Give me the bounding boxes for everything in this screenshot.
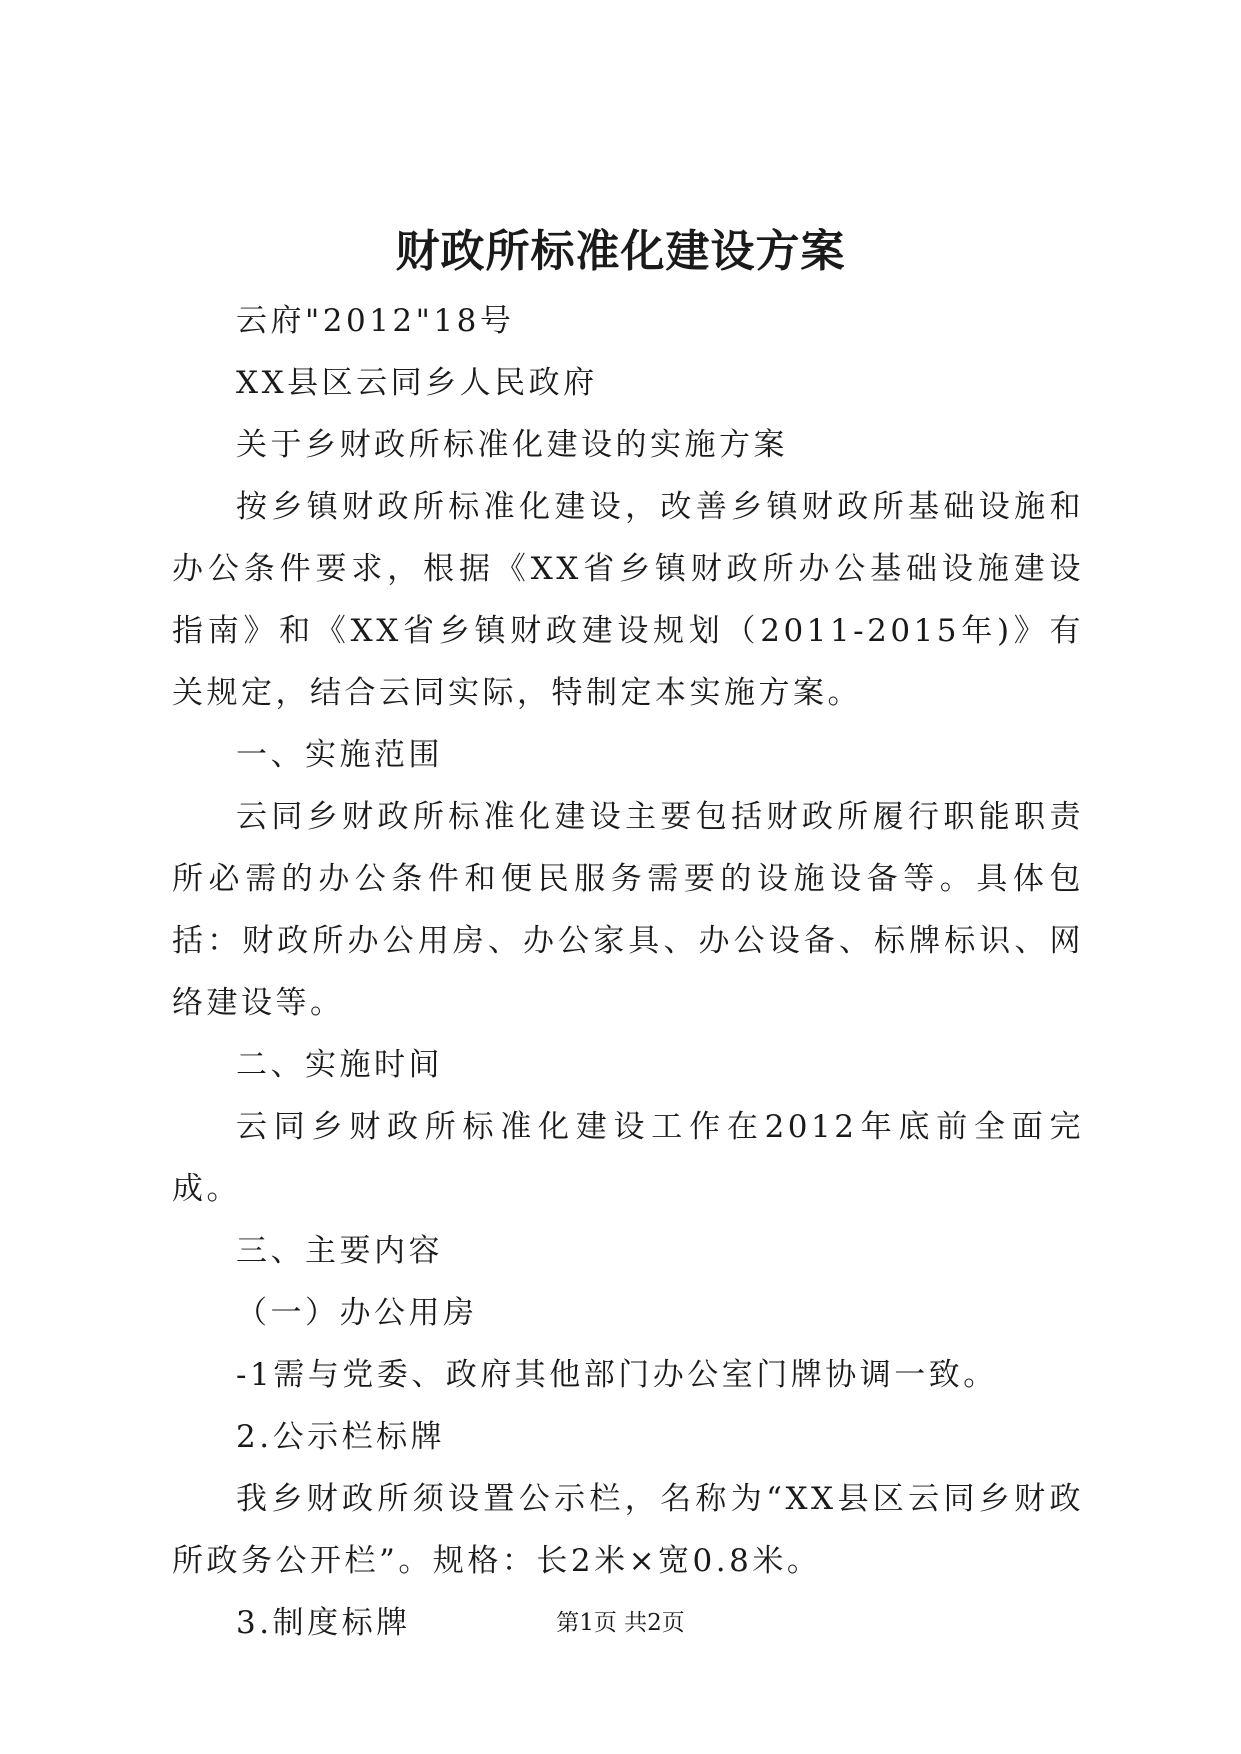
document-title: 财政所标准化建设方案 xyxy=(395,226,846,277)
document-number: 云府"2012"18号 xyxy=(236,303,515,339)
subsection-heading-office: （一）办公用房 xyxy=(236,1295,478,1331)
body-paragraph-scope: 云同乡财政所标准化建设主要包括财政所履行职能职责所必需的办公条件和便民服务需要的设施设备等。具体包括：财政所办公用房、办公家具、办公设备、标牌标识、网络建设等。 xyxy=(172,799,1084,1021)
body-paragraph-office: -1需与党委、政府其他部门办公室门牌协调一致。 xyxy=(236,1357,998,1393)
body-paragraph-intro: 按乡镇财政所标准化建设，改善乡镇财政所基础设施和办公条件要求，根据《XX省乡镇财政所办公基础设施建设指南》和《XX省乡镇财政建设规划（2011-2015年)》有关规定，结合云同实际，特制定本实施方案。 xyxy=(172,489,1084,711)
document-subtitle: 关于乡财政所标准化建设的实施方案 xyxy=(236,427,788,463)
section-heading-time: 二、实施时间 xyxy=(236,1047,443,1083)
item-heading-rules: 3.制度标牌 xyxy=(236,1605,411,1641)
page-footer: 第1页 共2页 xyxy=(556,1610,685,1636)
body-paragraph-bulletin: 我乡财政所须设置公示栏，名称为“XX县区云同乡财政所政务公开栏”。规格：长2米×宽0.8米。 xyxy=(172,1481,1084,1579)
body-paragraph-time: 云同乡财政所标准化建设工作在2012年底前全面完成。 xyxy=(172,1109,1084,1207)
item-heading-bulletin: 2.公示栏标牌 xyxy=(236,1419,446,1455)
document-body xyxy=(172,290,1084,1654)
section-heading-content: 三、主要内容 xyxy=(236,1233,443,1269)
issuing-authority: XX县区云同乡人民政府 xyxy=(236,365,598,401)
section-heading-scope: 一、实施范围 xyxy=(236,737,443,773)
